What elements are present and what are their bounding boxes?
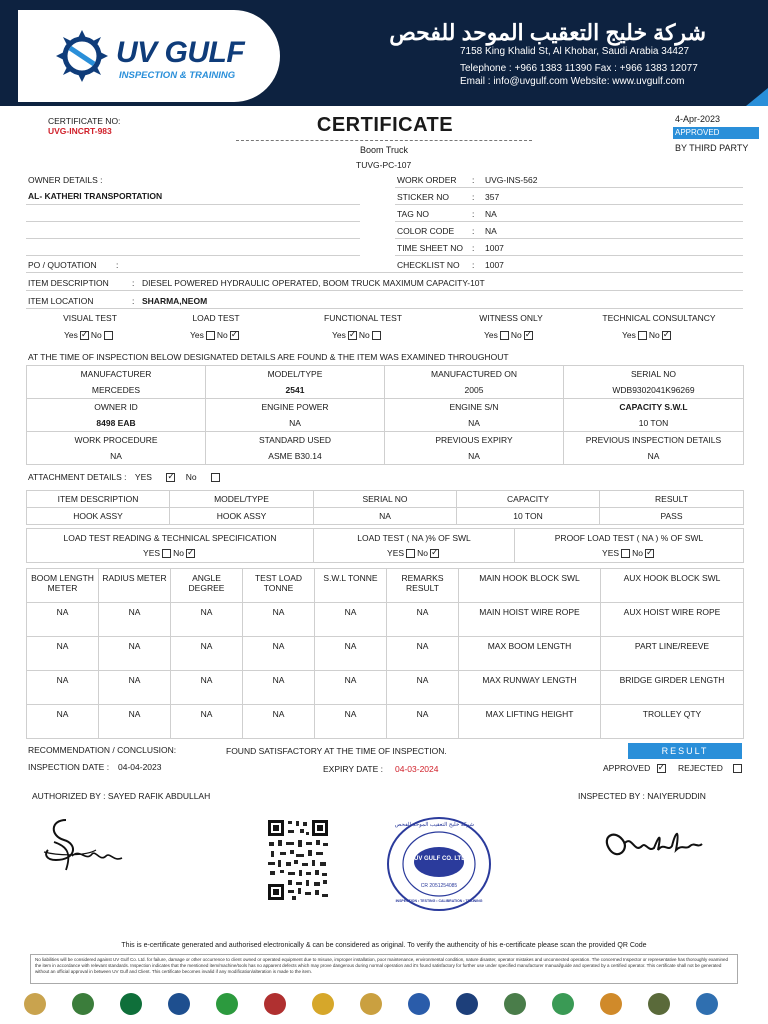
- load-test-swl-no-checkbox[interactable]: [430, 549, 439, 558]
- technical-consultancy-no-label: No: [648, 330, 660, 340]
- item-type: Boom Truck: [359, 145, 408, 155]
- attachment-cell: NA: [314, 508, 457, 525]
- stamp-arabic-text: شركة خليج التعقيب الموحد للفحص: [394, 822, 474, 828]
- item-location-value: SHARMA,NEOM: [142, 296, 208, 306]
- inspector-signature-image: [598, 820, 708, 870]
- inspection-note: AT THE TIME OF INSPECTION BELOW DESIGNATED DETAILS ARE FOUND & THE ITEM WAS EXAMINED THROUGHOUT: [28, 352, 509, 362]
- certificate-no-value: UVG-INCRT-983: [48, 126, 112, 136]
- cell-label: CAPACITY S.W.L: [619, 402, 688, 412]
- cell-value: ASME B30.14: [268, 451, 322, 461]
- load-cell: NA: [27, 671, 99, 705]
- approved-label: APPROVED: [603, 763, 651, 773]
- accreditation-logo: [456, 993, 478, 1015]
- brand-name: UV GULF: [116, 36, 245, 69]
- details-cell: [564, 432, 744, 465]
- stamp-cr-text: CR 2051254085: [420, 883, 458, 889]
- load-cell: NA: [171, 637, 243, 671]
- item-code: TUVG-PC-107: [356, 160, 412, 170]
- cell-label: SERIAL NO: [630, 369, 677, 379]
- item-location-sep: :: [132, 296, 135, 306]
- time-sheet-label: TIME SHEET NO: [397, 243, 463, 253]
- details-cell: [27, 366, 206, 399]
- load-cell: NA: [171, 705, 243, 739]
- cell-value: 8498 EAB: [96, 418, 136, 428]
- load-cell: NA: [27, 603, 99, 637]
- load-spec-no-checkbox[interactable]: [186, 549, 195, 558]
- load-cell: TROLLEY QTY: [601, 705, 744, 739]
- proof-load-choice: [517, 548, 741, 558]
- attachment-header: SERIAL NO: [314, 491, 457, 508]
- details-cell: [206, 432, 385, 465]
- load-test-swl-yes-checkbox[interactable]: [406, 549, 415, 558]
- load-cell: NA: [243, 671, 315, 705]
- accreditation-logo: [264, 993, 286, 1015]
- load-cell: MAX BOOM LENGTH: [459, 637, 601, 671]
- company-email: Email : info@uvgulf.com Website: www.uvgulf.com: [460, 76, 685, 87]
- proof-load-no-label: No: [632, 547, 643, 558]
- table-row: [27, 491, 744, 508]
- cell-value: NA: [289, 418, 301, 428]
- company-stamp: [386, 816, 492, 912]
- owner-line: [26, 238, 360, 239]
- load-cell: NA: [315, 671, 387, 705]
- work-line: [395, 204, 743, 205]
- load-cell: AUX HOIST WIRE ROPE: [601, 603, 744, 637]
- details-cell: [564, 399, 744, 432]
- proof-load-yes-checkbox[interactable]: [621, 549, 630, 558]
- load-header: RADIUS METER: [99, 569, 171, 603]
- load-header: BOOM LENGTH METER: [27, 569, 99, 603]
- load-spec-yes-checkbox[interactable]: [162, 549, 171, 558]
- title-divider: [236, 140, 532, 141]
- approval-choice: [603, 763, 744, 773]
- cell-label: MANUFACTURED ON: [431, 369, 517, 379]
- details-cell: [27, 432, 206, 465]
- accreditation-logo: [600, 993, 622, 1015]
- load-cell: NA: [387, 603, 459, 637]
- recommendation-label: RECOMMENDATION / CONCLUSION:: [28, 745, 177, 755]
- gear-logo-icon: [52, 26, 112, 86]
- rejected-checkbox[interactable]: [733, 764, 742, 773]
- accreditation-logo: [120, 993, 142, 1015]
- certificate-title: CERTIFICATE: [316, 114, 454, 136]
- attachment-cell: HOOK ASSY: [27, 508, 170, 525]
- cell-value: NA: [647, 451, 660, 461]
- cell-label: PREVIOUS INSPECTION DETAILS: [585, 435, 722, 445]
- attachment-header: CAPACITY: [457, 491, 600, 508]
- load-spec-table: [26, 528, 744, 563]
- stamp-company-text: UV GULF CO. LTD: [414, 856, 466, 862]
- load-header: TEST LOAD TONNE: [243, 569, 315, 603]
- load-cell: NA: [171, 603, 243, 637]
- details-cell: [206, 366, 385, 399]
- approved-checkbox[interactable]: [657, 764, 666, 773]
- technical-consultancy-yes-checkbox[interactable]: [638, 331, 647, 340]
- attachment-header: MODEL/TYPE: [170, 491, 314, 508]
- cell-value: MERCEDES: [91, 385, 141, 395]
- stamp-services-text: INSPECTION • TESTING • CALIBRATION • TRAINING: [395, 899, 483, 903]
- cell-value: NA: [468, 418, 480, 428]
- load-header: REMARKS RESULT: [387, 569, 459, 603]
- details-cell: [385, 399, 564, 432]
- work-order-label: WORK ORDER: [397, 175, 457, 185]
- load-cell: NA: [243, 603, 315, 637]
- load-cell: NA: [387, 705, 459, 739]
- load-cell: NA: [171, 671, 243, 705]
- load-spec-yes-label: YES: [143, 547, 161, 558]
- owner-line: [26, 255, 360, 256]
- color-code-value: NA: [485, 226, 497, 236]
- load-test-choice: [190, 330, 241, 340]
- witness-only-no-label: No: [510, 330, 522, 340]
- load-cell: NA: [243, 637, 315, 671]
- witness-only-label: WITNESS ONLY: [479, 313, 543, 323]
- inspected-by: INSPECTED BY : NAIYERUDDIN: [578, 791, 706, 801]
- functional-test-no-checkbox[interactable]: [372, 331, 381, 340]
- cell-value: 2541: [285, 385, 305, 395]
- attachment-details-row: [28, 472, 222, 482]
- color-code-sep: :: [472, 226, 475, 236]
- expiry-date-value: 04-03-2024: [395, 764, 439, 774]
- load-spec-cell: [27, 529, 314, 563]
- tag-no-value: NA: [485, 209, 497, 219]
- technical-consultancy-yes-label: Yes: [622, 330, 636, 340]
- visual-test-label: VISUAL TEST: [63, 313, 117, 323]
- details-cell: [385, 432, 564, 465]
- expiry-date-label: EXPIRY DATE :: [323, 764, 383, 774]
- accreditation-logo: [696, 993, 718, 1015]
- table-row: [27, 569, 744, 603]
- load-cell: NA: [27, 637, 99, 671]
- equipment-details-table: [26, 365, 744, 465]
- table-row: [27, 508, 744, 525]
- time-sheet-sep: :: [472, 243, 475, 253]
- load-spec-no-label: No: [173, 547, 184, 558]
- item-description-label: ITEM DESCRIPTION: [28, 278, 109, 288]
- proof-load-no-checkbox[interactable]: [645, 549, 654, 558]
- load-test-swl-choice: [316, 548, 512, 558]
- inspection-date-value: 04-04-2023: [118, 762, 162, 772]
- load-cell: NA: [315, 603, 387, 637]
- cell-value: WDB9302041K96269: [612, 385, 695, 395]
- table-row: [27, 637, 744, 671]
- disclaimer-text: No liabilities will be considered against UV Gulf Co. Ltd. for failure, damage or other occurrence to client owned or operated equipment due to misuse, improper installation, poor maintenance, environmental condition, nature disaster, operator mistakes and unconnected operation. The concerned Inspector or representative has thoroughly examined the item in accordance with relevant standards. Inspection indicates that the mentioned item/machine/tools has no apparent defects which may prove dangerous during normal operation and it's found satisfactory for further use under specified manufacturer manual/guide and operated by a certified operator. This certificate shall not be generated without an official approval in between UV Gulf and Client. This certificate becomes invalid if any modification/alteration is made to the item.: [30, 954, 738, 984]
- accreditation-logos: [20, 993, 748, 1017]
- item-description-value: DIESEL POWERED HYDRAULIC OPERATED, BOOM TRUCK MAXIMUM CAPACITY-10T: [142, 278, 485, 288]
- visual-test-no-label: No: [90, 330, 102, 340]
- cell-label: PREVIOUS EXPIRY: [435, 435, 513, 445]
- accreditation-logo: [216, 993, 238, 1015]
- details-cell: [27, 399, 206, 432]
- location-line: [26, 308, 743, 309]
- table-row: [27, 366, 744, 399]
- accreditation-logo: [312, 993, 334, 1015]
- work-line: [395, 255, 743, 256]
- accreditation-logo: [552, 993, 574, 1015]
- load-cell: MAX LIFTING HEIGHT: [459, 705, 601, 739]
- witness-only-choice: [484, 330, 535, 340]
- attachment-header: RESULT: [600, 491, 744, 508]
- load-test-table: [26, 568, 744, 739]
- checklist-label: CHECKLIST NO: [397, 260, 460, 270]
- brand-tagline: INSPECTION & TRAINING: [119, 70, 236, 81]
- item-description-sep: :: [132, 278, 135, 288]
- arabic-company-name: شركة خليج التعقيب الموحد للفحص: [389, 20, 706, 45]
- accreditation-logo: [360, 993, 382, 1015]
- company-address: 7158 King Khalid St, Al Khobar, Saudi Arabia 34427: [460, 46, 690, 57]
- load-test-no-checkbox[interactable]: [230, 331, 239, 340]
- po-line: [26, 272, 743, 273]
- tag-no-sep: :: [472, 209, 475, 219]
- sticker-no-value: 357: [485, 192, 500, 202]
- recommendation-value: FOUND SATISFACTORY AT THE TIME OF INSPECTION.: [226, 746, 447, 756]
- load-header: ANGLE DEGREE: [171, 569, 243, 603]
- load-header: MAIN HOOK BLOCK SWL: [459, 569, 601, 603]
- owner-details-value: AL- KATHERI TRANSPORTATION: [28, 191, 163, 201]
- technical-consultancy-label: TECHNICAL CONSULTANCY: [602, 313, 716, 323]
- attachment-no-checkbox[interactable]: [211, 473, 220, 482]
- sticker-no-label: STICKER NO: [397, 192, 449, 202]
- functional-test-label: FUNCTIONAL TEST: [324, 313, 402, 323]
- logo-panel: [18, 10, 280, 102]
- load-cell: BRIDGE GIRDER LENGTH: [601, 671, 744, 705]
- table-row: [27, 529, 744, 563]
- certificate-date: 4-Apr-2023: [675, 114, 721, 124]
- witness-only-yes-checkbox[interactable]: [500, 331, 509, 340]
- load-test-yes-label: Yes: [190, 330, 204, 340]
- details-cell: [206, 399, 385, 432]
- work-line: [395, 221, 743, 222]
- attachment-yes-label: YES: [134, 472, 152, 482]
- cell-value: 2005: [464, 385, 484, 395]
- load-cell: NA: [99, 705, 171, 739]
- load-spec-label: LOAD TEST READING & TECHNICAL SPECIFICATION: [63, 532, 277, 543]
- inspection-date-label: INSPECTION DATE :: [28, 762, 110, 772]
- functional-test-yes-checkbox[interactable]: [348, 331, 357, 340]
- proof-load-label: PROOF LOAD TEST ( NA ) % OF SWL: [554, 532, 704, 543]
- color-code-label: COLOR CODE: [397, 226, 455, 236]
- cell-label: MODEL/TYPE: [267, 369, 323, 379]
- load-test-swl-cell: [314, 529, 515, 563]
- work-line: [395, 187, 743, 188]
- accreditation-logo: [24, 993, 46, 1015]
- attachment-table: [26, 490, 744, 525]
- load-cell: MAIN HOIST WIRE ROPE: [459, 603, 601, 637]
- rejected-label: REJECTED: [678, 763, 723, 773]
- load-cell: NA: [99, 671, 171, 705]
- po-label: PO / QUOTATION: [28, 260, 97, 270]
- functional-test-no-label: No: [358, 330, 370, 340]
- item-location-label: ITEM LOCATION: [28, 296, 94, 306]
- table-row: [27, 432, 744, 465]
- attachment-cell: HOOK ASSY: [170, 508, 314, 525]
- stamp-graphic: [386, 816, 492, 912]
- functional-test-yes-label: Yes: [332, 330, 346, 340]
- load-cell: NA: [99, 603, 171, 637]
- header-banner: [0, 0, 768, 106]
- load-spec-choice: [29, 548, 311, 558]
- visual-test-choice: [64, 330, 115, 340]
- desc-line: [26, 290, 743, 291]
- attachment-cell: 10 TON: [457, 508, 600, 525]
- cell-value: NA: [110, 451, 122, 461]
- owner-line: [26, 204, 360, 205]
- cell-label: OWNER ID: [94, 402, 138, 412]
- cell-label: ENGINE S/N: [449, 402, 499, 412]
- table-row: [27, 705, 744, 739]
- load-test-yes-checkbox[interactable]: [206, 331, 215, 340]
- attachment-details-label: ATTACHMENT DETAILS :: [28, 472, 127, 482]
- load-cell: NA: [387, 637, 459, 671]
- third-party-label: BY THIRD PARTY: [675, 143, 749, 153]
- cell-label: STANDARD USED: [258, 435, 332, 445]
- load-test-label: LOAD TEST: [192, 313, 240, 323]
- time-sheet-value: 1007: [485, 243, 504, 253]
- work-order-sep: :: [472, 175, 475, 185]
- owner-line: [26, 221, 360, 222]
- sticker-no-sep: :: [472, 192, 475, 202]
- load-cell: NA: [315, 637, 387, 671]
- technical-consultancy-no-checkbox[interactable]: [662, 331, 671, 340]
- header-accent: [746, 88, 768, 106]
- load-cell: NA: [387, 671, 459, 705]
- visual-test-yes-label: Yes: [64, 330, 78, 340]
- load-cell: PART LINE/REEVE: [601, 637, 744, 671]
- cell-label: MANUFACTURER: [80, 369, 152, 379]
- owner-details-label: OWNER DETAILS :: [28, 175, 103, 185]
- cell-label: WORK PROCEDURE: [74, 435, 158, 445]
- load-cell: MAX RUNWAY LENGTH: [459, 671, 601, 705]
- load-test-swl-no-label: No: [417, 547, 428, 558]
- tag-no-label: TAG NO: [397, 209, 429, 219]
- technical-consultancy-choice: [622, 330, 673, 340]
- work-order-value: UVG-INS-562: [485, 175, 538, 185]
- checklist-value: 1007: [485, 260, 504, 270]
- details-cell: [385, 366, 564, 399]
- attachment-header: ITEM DESCRIPTION: [27, 491, 170, 508]
- load-header: S.W.L TONNE: [315, 569, 387, 603]
- proof-load-cell: [515, 529, 744, 563]
- proof-load-yes-label: YES: [602, 547, 620, 558]
- authorized-by: AUTHORIZED BY : SAYED RAFIK ABDULLAH: [32, 791, 211, 801]
- load-cell: NA: [99, 637, 171, 671]
- table-row: [27, 603, 744, 637]
- company-telephone: Telephone : +966 1383 11390 Fax : +966 1383 12077: [460, 63, 698, 74]
- attachment-no-label: No: [185, 472, 197, 482]
- load-cell: NA: [315, 705, 387, 739]
- cell-label: ENGINE POWER: [261, 402, 329, 412]
- table-row: [27, 671, 744, 705]
- po-sep: :: [116, 260, 119, 270]
- attachment-yes-checkbox[interactable]: [166, 473, 175, 482]
- checklist-sep: :: [472, 260, 475, 270]
- visual-test-no-checkbox[interactable]: [104, 331, 113, 340]
- work-line: [395, 238, 743, 239]
- table-row: [27, 399, 744, 432]
- details-cell: [564, 366, 744, 399]
- load-test-swl-yes-label: YES: [387, 547, 405, 558]
- load-test-swl-label: LOAD TEST ( NA )% OF SWL: [357, 532, 471, 543]
- result-bar: RESULT: [628, 743, 742, 759]
- certificate-no-label: CERTIFICATE NO:: [48, 116, 121, 126]
- load-cell: NA: [27, 705, 99, 739]
- qr-code-image[interactable]: [266, 818, 330, 902]
- accreditation-logo: [648, 993, 670, 1015]
- accreditation-logo: [72, 993, 94, 1015]
- attachment-cell: PASS: [600, 508, 744, 525]
- accreditation-logo: [168, 993, 190, 1015]
- load-cell: NA: [243, 705, 315, 739]
- e-certificate-note: This is e-certificate generated and authorised electronically & can be considered as original. To verify the authencity of his e-certificate please scan the provided QR Code: [121, 942, 647, 949]
- accreditation-logo: [408, 993, 430, 1015]
- visual-test-yes-checkbox[interactable]: [80, 331, 89, 340]
- approved-badge: APPROVED: [673, 127, 759, 139]
- cell-value: 10 TON: [638, 418, 669, 428]
- cell-value: NA: [468, 451, 480, 461]
- witness-only-no-checkbox[interactable]: [524, 331, 533, 340]
- accreditation-logo: [504, 993, 526, 1015]
- witness-only-yes-label: Yes: [484, 330, 498, 340]
- authorized-signature-image: [36, 812, 128, 884]
- load-test-no-label: No: [216, 330, 228, 340]
- functional-test-choice: [332, 330, 383, 340]
- load-header: AUX HOOK BLOCK SWL: [601, 569, 744, 603]
